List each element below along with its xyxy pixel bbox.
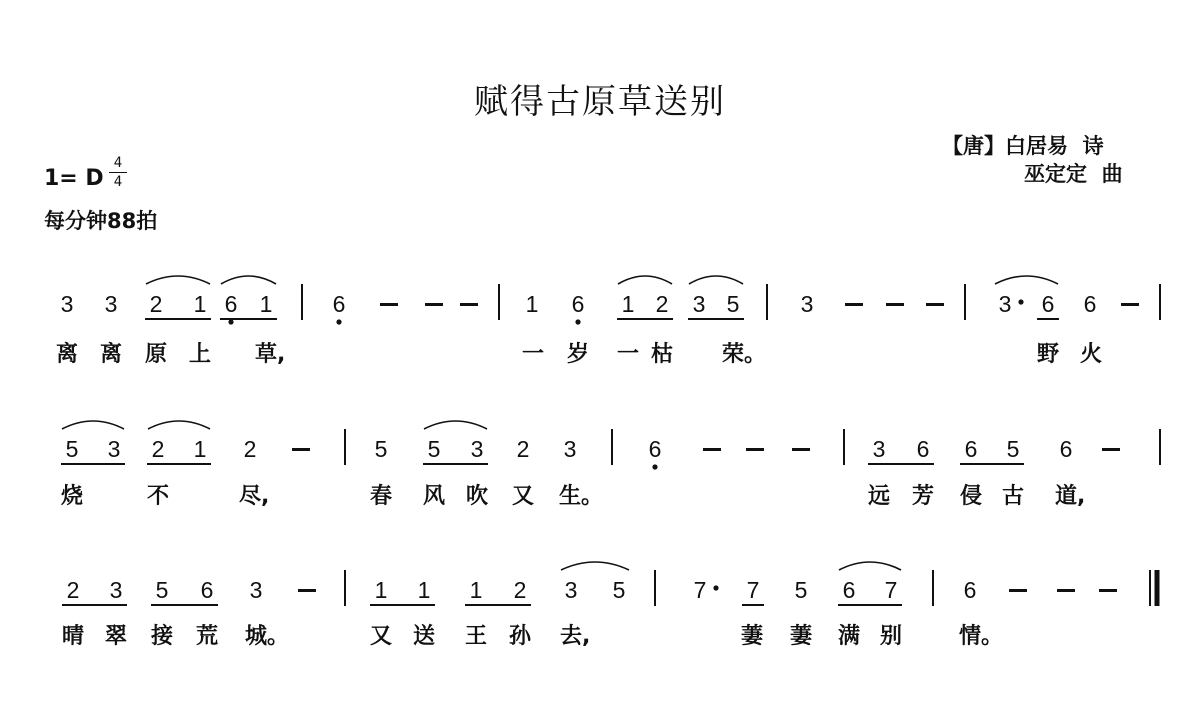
slur	[561, 562, 629, 570]
lyricist-credit: 【唐】白居易 诗	[942, 134, 1104, 158]
slur	[618, 276, 672, 284]
lyric-syllable: 情。	[959, 624, 1004, 649]
note: 1	[621, 291, 635, 317]
lyric-syllable: 原	[145, 342, 168, 367]
lyric-syllable: 道,	[1055, 484, 1086, 509]
dash-mark	[1057, 589, 1075, 592]
low-octave-dot	[228, 319, 233, 324]
lyric-syllable: 侵	[960, 484, 983, 509]
lyric-syllable: 城。	[245, 624, 290, 649]
lyric-syllable: 离	[56, 342, 79, 367]
dash-mark	[1121, 303, 1139, 306]
note: 2	[655, 291, 669, 317]
dash-mark	[1099, 589, 1117, 592]
note: 6	[916, 436, 930, 462]
dash-mark	[298, 589, 316, 592]
slur	[689, 276, 743, 284]
lyric-syllable: 荒	[196, 624, 219, 649]
dash-mark	[926, 303, 944, 306]
tempo-marking: 每分钟88拍	[44, 209, 158, 233]
lyric-syllable: 荣。	[722, 342, 767, 367]
lyric-syllable: 又	[370, 624, 393, 649]
note: 2	[66, 577, 80, 603]
note: 3	[998, 291, 1012, 317]
slur	[839, 562, 901, 570]
note: 6	[571, 291, 585, 317]
lyric-syllable: 尽,	[239, 484, 270, 509]
lyric-syllable: 芳	[912, 484, 935, 509]
note: 3	[564, 577, 578, 603]
lyric-syllable: 烧	[61, 484, 84, 509]
note: 3	[470, 436, 484, 462]
lyric-syllable: 满	[838, 624, 861, 649]
dash-mark	[1102, 448, 1120, 451]
lyric-syllable: 离	[100, 342, 123, 367]
note: 1	[374, 577, 388, 603]
low-octave-dot	[652, 464, 657, 469]
dash-mark	[886, 303, 904, 306]
slur	[146, 276, 210, 284]
note: 6	[648, 436, 662, 462]
note: 6	[224, 291, 238, 317]
lyric-syllable: 孙	[509, 624, 532, 649]
note: 1	[469, 577, 483, 603]
note: 2	[151, 436, 165, 462]
dash-mark	[845, 303, 863, 306]
note: 1	[417, 577, 431, 603]
dash-mark	[703, 448, 721, 451]
note: 5	[427, 436, 441, 462]
low-octave-dot	[336, 319, 341, 324]
note: 6	[332, 291, 346, 317]
dash-mark	[1009, 589, 1027, 592]
augmentation-dot	[713, 585, 718, 590]
composer-credit: 巫定定 曲	[1024, 162, 1123, 186]
key-signature: 1= D	[44, 166, 104, 191]
lyric-syllable: 吹	[466, 484, 489, 509]
note: 5	[1006, 436, 1020, 462]
lyric-syllable: 晴	[62, 624, 85, 649]
dash-mark	[425, 303, 443, 306]
note: 6	[963, 577, 977, 603]
note: 7	[746, 577, 760, 603]
note: 6	[964, 436, 978, 462]
lyric-syllable: 王	[465, 624, 488, 649]
note: 2	[149, 291, 163, 317]
note: 5	[612, 577, 626, 603]
note: 3	[107, 436, 121, 462]
lyric-syllable: 野	[1037, 342, 1060, 367]
note: 3	[872, 436, 886, 462]
augmentation-dot	[1018, 299, 1023, 304]
time-signature-bottom: 4	[113, 174, 123, 190]
lyric-syllable: 萋	[741, 624, 764, 649]
note: 6	[200, 577, 214, 603]
slur	[62, 421, 124, 429]
lyric-syllable: 生。	[559, 484, 604, 509]
lyric-syllable: 风	[423, 484, 446, 509]
note: 1	[193, 291, 207, 317]
low-octave-dot	[575, 319, 580, 324]
slur	[995, 276, 1058, 284]
lyric-syllable: 火	[1080, 342, 1103, 367]
note: 1	[525, 291, 539, 317]
note: 7	[884, 577, 898, 603]
lyric-syllable: 远	[868, 484, 891, 509]
lyric-syllable: 一	[617, 342, 640, 367]
note: 1	[259, 291, 273, 317]
lyric-syllable: 不	[147, 484, 170, 509]
note: 3	[104, 291, 118, 317]
note: 3	[692, 291, 706, 317]
note: 2	[513, 577, 527, 603]
note: 3	[60, 291, 74, 317]
lyric-syllable: 岁	[567, 342, 590, 367]
note: 5	[65, 436, 79, 462]
note: 1	[193, 436, 207, 462]
note: 6	[1059, 436, 1073, 462]
lyric-syllable: 又	[512, 484, 535, 509]
dash-mark	[380, 303, 398, 306]
note: 5	[374, 436, 388, 462]
time-signature-top: 4	[113, 155, 123, 171]
slur	[424, 421, 487, 429]
slur	[148, 421, 210, 429]
note: 3	[800, 291, 814, 317]
note: 6	[842, 577, 856, 603]
lyric-syllable: 上	[189, 342, 212, 367]
lyric-syllable: 春	[370, 484, 393, 509]
note: 3	[563, 436, 577, 462]
lyric-syllable: 翠	[105, 624, 128, 649]
song-title: 赋得古原草送别	[474, 82, 726, 122]
lyric-syllable: 枯	[651, 342, 674, 367]
note: 2	[243, 436, 257, 462]
note: 5	[726, 291, 740, 317]
note: 7	[693, 577, 707, 603]
note: 5	[794, 577, 808, 603]
dash-mark	[292, 448, 310, 451]
lyric-syllable: 去,	[560, 624, 591, 649]
note: 3	[249, 577, 263, 603]
note: 2	[516, 436, 530, 462]
lyric-syllable: 送	[413, 624, 436, 649]
lyric-syllable: 草,	[255, 342, 286, 367]
note: 5	[155, 577, 169, 603]
dash-mark	[460, 303, 478, 306]
lyric-syllable: 古	[1002, 484, 1025, 509]
lyric-syllable: 萋	[790, 624, 813, 649]
note: 6	[1041, 291, 1055, 317]
lyric-syllable: 别	[880, 624, 903, 649]
note: 6	[1083, 291, 1097, 317]
dash-mark	[792, 448, 810, 451]
dash-mark	[746, 448, 764, 451]
slur	[221, 276, 276, 284]
note: 3	[109, 577, 123, 603]
lyric-syllable: 一	[522, 342, 545, 367]
lyric-syllable: 接	[151, 624, 174, 649]
